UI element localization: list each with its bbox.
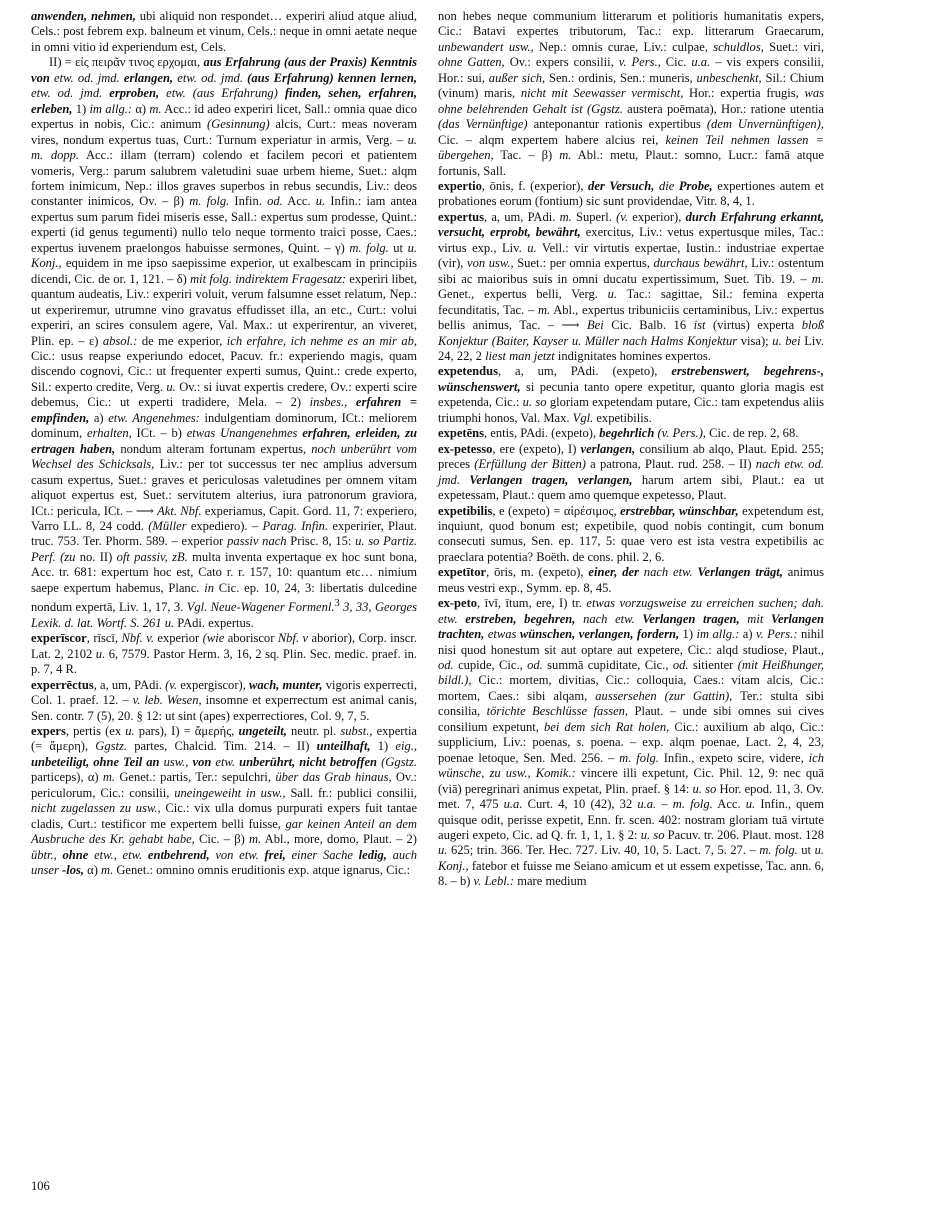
- entry-expers-continued: non hebes neque communium litterarum et politioris humanitatis expers, Cic.: Batavi expertes tributorum, Tac.: exp. litterarum Graecarum, unbewandert usw., Nep.: omnis curae, Liv.: culpae, schuldlos, Suet.: viri, ohne Gatten, Ov.: expers consilii, v. Pers., Cic. u.a. – vis expers consilii, Hor.: sui, außer sich, Sen.: ordinis, Sen.: muneris, unbeschenkt, Sil.: Chium (vinum) maris, nicht mit Seewasser vermischt, Hor.: expertia frugis, was ohne belehrenden Gehalt ist (Ggstz. austera poēmata), Hor.: ratione utentia (das Vernünftige) anteponantur rationis expertibus (dem Unvernünftigen), Cic. – alqm expertem habere alcius rei, keinen Teil nehmen lassen = übergehen, Tac. – β) m. Abl.: metu, Plaut.: somno, Lucr.: famā atque fortunis, Sall.: [438, 9, 825, 178]
- page-number: 106: [31, 1179, 50, 1193]
- left-column: [31, 9, 417, 879]
- entry-experiscor: experīscor, rīscī, Nbf. v. experior (wie aboriscor Nbf. v aborior), Corp. inscr. Lat. 2, 2102 u. 6, 7579. Pastor Herm. 3, 16, 2 sq. Plin. Sec. medic. praef. in. p. 7, 4 R.: [31, 631, 417, 677]
- entry-expetibilis: expetibilis, e (expeto) = αἱρέσιμος, erstrebbar, wünschbar, expetendum est, inquiunt, quod bonum est; expetibile, quod nobis contingit, cum bonum consecuti sumus, Sen. ep. 117, 5: quae vero est ista vestra expetibilis ac praeclara potentia? Boëth. de cons. phil. 2, 6.: [438, 503, 824, 564]
- entry-ex-petesso: ex-petesso, ere (expeto), I) verlangen, consilium ab alqo, Plaut. Epid. 255; preces (Erfüllung der Bitten) a patrona, Plaut. rud. 258. – II) nach etw. od. jmd. Verlangen tragen, verlangen, harum artem sibi, Plaut.: ea ut expetessam, Plaut.: quem amo quemque expetesso, Plaut.: [438, 441, 825, 503]
- entry-experrectus: experrēctus, a, um, PAdi. (v. expergiscor), wach, munter, vigoris experrecti, Col. 1. praef. 12. – v. leb. Wesen, insomne et experrectum est animal canis, Sen. contr. 7 (5), 20. § 12: ut sint (apes) experrectiores, Col. 9, 7, 5.: [31, 677, 418, 723]
- entry-expers: expers, pertis (ex u. pars), I) = ἄμερής, ungeteilt, neutr. pl. subst., expertia (= ἄμερη), Ggstz. partes, Chalcid. Tim. 214. – II) unteilhaft, 1) eig., unbeteiligt, ohne Teil an usw., von etw. unberührt, nicht betroffen (Ggstz. particeps), α) m. Genet.: partis, Ter.: sepulchri, über das Grab hinaus, Ov.: periculorum, Cic.: consilii, uneingeweiht in usw., Sall. fr.: publici consilii, nicht zugelassen zu usw., Cic.: vix ulla domus purpurati expers fuit tantae cladis, Curt.: testificor me expertem belli fuisse, gar keinen Anteil an dem Ausbruche des Kr. gehabt habe, Cic. – β) m. Abl., more, domo, Plaut. – 2) übtr., ohne etw., etw. entbehrend, von etw. frei, einer Sache ledig, auch unser -los, α) m. Genet.: omnino omnis eruditionis exp. atque ignarus, Cic.:: [31, 724, 418, 878]
- right-column: [438, 9, 824, 890]
- entry-expetendus: expetendus, a, um, PAdi. (expeto), erstrebenswert, begehrens-, wünschenswert, si pecunia tanto opere expetitur, quanto gloria magis est expetenda, Cic.: u. so gloriam expetendam putare, Cic.: tam expetendus aliis triumphi honos, Val. Max. Vgl. expetibilis.: [438, 364, 825, 425]
- entry-expertio: expertio, ōnis, f. (experior), der Versuch, die Probe, expertiones autem et probationes eorum (fontium) sic sunt providendae, Vitr. 8, 4, 1.: [438, 178, 824, 209]
- entry-expetitor: expetītor, ōris, m. (expeto), einer, der nach etw. Verlangen trägt, animus meus vestri exp., Symm. ep. 8, 45.: [438, 565, 825, 595]
- entry-expetens: expetēns, entis, PAdi. (expeto), begehrlich (v. Pers.), Cic. de rep. 2, 68.: [438, 426, 799, 441]
- entry-ex-peto: ex-peto, īvī, ītum, ere, I) tr. etwas vorzugsweise zu erreichen suchen; dah. etw. erstreben, begehren, nach etw. Verlangen tragen, mit Verlangen trachten, etwas wünschen, verlangen, fordern, 1) im allg.: a) v. Pers.: nihil nisi quod honestum sit aut optare aut expetere, Cic.: alqd studiose, Plaut., od. cupide, Cic., od. summā cupiditate, Cic., od. sitienter (mit Heißhunger, bildl.), Cic.: mortem, divitias, Cic.: colloquia, Caes.: vitam alcis, Cic.: mortem, Caes.: sibi alqam, aussersehen (zur Gattin), Ter.: stulta sibi consilia, törichte Beschlüsse fassen, Plaut. – unde sibi omnes sui cives consilium expetunt, bei dem sich Rat holen, Cic.: auxilium ab alqo, Cic.: supplicium, Liv.: poenas, s. poena. – exp. alqm poenae, Lact. 2, 4, 23, poenae letoque, Sen. Med. 256. – m. folg. Infin., expeto scire, videre, ich wünsche, zu usw., Komik.: vincere illi expetunt, Cic. Phil. 12, 9: nec quā (viā) peregrinari animus expetat, Plin. praef. § 14: u. so Hor. epod. 11, 3. Ov. met. 7, 475 u.a. Curt. 4, 10 (42), 32 u.a. – m. folg. Acc. u. Infin., quem quisque odit, perisse expetit, Enn. fr. scen. 402: nostram gloriam tuā virtute augeri expeto, Cic. ad Q. fr. 1, 1, 1. § 2: u. so Pacuv. tr. 206. Plaut. most. 128 u. 625; trin. 366. Ter. Hec. 727. Liv. 40, 10, 5. Lact. 7, 5. 27. – m. folg. ut u. Konj., fatebor et fuisse me Seiano amicum et ut essem expetisse, Tac. ann. 6, 8. – b) v. Lebl.: mare medium: [438, 596, 825, 889]
- entry-experior-continued: anwenden, nehmen, ubi aliquid non respondet… experiri aliud atque aliud, Cels.: post febrem exp. balneum et vinum, Cels.: neque in omni aetate neque in omni vitio id experiendum est, Cels.: [31, 9, 417, 54]
- entry-experior-section-II: II) = εἰς πειρᾶν τινος ερχομαι, aus Erfahrung (aus der Praxis) Kenntnis von etw. od. jmd. erlangen, etw. od. jmd. (aus Erfahrung) kennen lernen, etw. od. jmd. erproben, etw. (aus Erfahrung) finden, sehen, erfahren, erleben, 1) im allg.: α) m. Acc.: id adeo experiri licet, Sall.: omnia quae dico expertus in nobis, Cic.: animum (Gesinnung) alcis, Curt.: meas noveram vires, nondum expertus tuas, Curt.: Turnum experiatur in armis, Verg. – u. m. dopp. Acc.: illam (terram) colendo et facilem pecori et patientem vomeris, Verg.: parum salubrem valetudini suae urbem hieme, Suet.: alqm fortem inimicum, Nep.: illos graves superbos in rebus secundis, Liv.: deos constanter inimicos, Ov. – β) m. folg. Infin. od. Acc. u. Infin.: iam antea expertus sum parum fidei miseris esse, Sall.: expertus sum prodesse, Quint.: experti (id genus tegumenti) nullo telo neque tormento traici posse, Caes.: expertus iuvenem praelongos habuisse sermones, Quint. – γ) m. folg. ut u. Konj., equidem in me ipso saepissime experior, ut exalbescam in principiis dicendi, Cic. de or. 1, 121. – δ) mit folg. indirektem Fragesatz: experiri libet, quantum audeatis, Liv.: experiri voluit, verum falsumne esset relatum, Nep.: ut experiremur, utrumne vino gravatus effudisset illa, an etc., Curt.: volui experiri, an scires consulem agere, Val. Max.: ut experirentur, an viveret, Plin. ep. – ε) absol.: de me experior, ich erfahre, ich nehme es an mir ab, Cic.: usus reapse experiundo edocet, Pacuv. fr.: experiendo magis, quam discendo cognovi, Cic.: ut frequenter experti sumus, Quint.: crede experto, Sil.: experto credite, Verg. u. Ov.: si iuvat expertis credere, Ov.: experti scire debemus, Cic.: ut experti tradidere, Mela. – 2) insbes., erfahren = empfinden, a) etw. Angenehmes: indulgentiam dominorum, ICt.: meliorem dominum, erhalten, ICt. – b) etwas Unangenehmes erfahren, erleiden, zu ertragen haben, nondum alteram fortunam expertus, noch unberührt vom Wechsel des Schicksals, Liv.: per tot successus ter nec amplius adversum casum expertus, Suet.: graves et periculosas valetudines per omnem vitam aliquot expertus est, Suet.: servitutem alterius, iura patronorum graviora, ICt.: pericula, ICt. – ⟶ Akt. Nbf. experiamus, Capit. Gord. 11, 7: experiero, Varro LL. 8, 24 codd. (Müller expediero). – Parag. Infin. experirier, Plaut. truc. 753. Ter. Phorm. 589. – experior passiv nach Prisc. 8, 15: u. so Partiz. Perf. (zu no. II) oft passiv, zB. multa inventa expertaque ex hoc sunt bona, Acc. tr. 681: expertum hoc est, Cato r. r. 157, 10: quantum etc… nimium saepe expertum habemus, Planc. in Cic. ep. 10, 24, 3: libertatis dulcedine nondum expertā, Liv. 1, 17, 3. Vgl. Neue-Wagener Formenl.$^3$ 3, 33, Georges Lexik. d. lat. Wortf. S. 261 u. PAdi. expertus.: [31, 55, 418, 630]
- entry-expertus: expertus, a, um, PAdi. m. Superl. (v. experior), durch Erfahrung erkannt, versucht, erprobt, bewährt, exercitus, Liv.: vetus expertusque miles, Tac.: virtus exp., Liv. u. Vell.: vir virtutis expertae, Iustin.: industriae expertae (vir), von usw., Suet.: per omnia expertus, durchaus bewährt, Liv.: ostentum sibi ac maioribus suis in omni ducatu expertissimum, Suet. Tib. 19. – m. Genet., expertus belli, Verg. u. Tac.: sagittae, Sil.: femina experta fecunditatis, Tac. – m. Abl., expertus tribuniciis certaminibus, Liv.: expertus bellis animus, Tac. – ⟶ Bei Cic. Balb. 16 ist (virtus) experta bloß Konjektur (Baiter, Kayser u. Müller nach Halms Konjektur visa); u. bei Liv. 24, 22, 2 liest man jetzt indignitates homines expertos.: [438, 209, 825, 363]
